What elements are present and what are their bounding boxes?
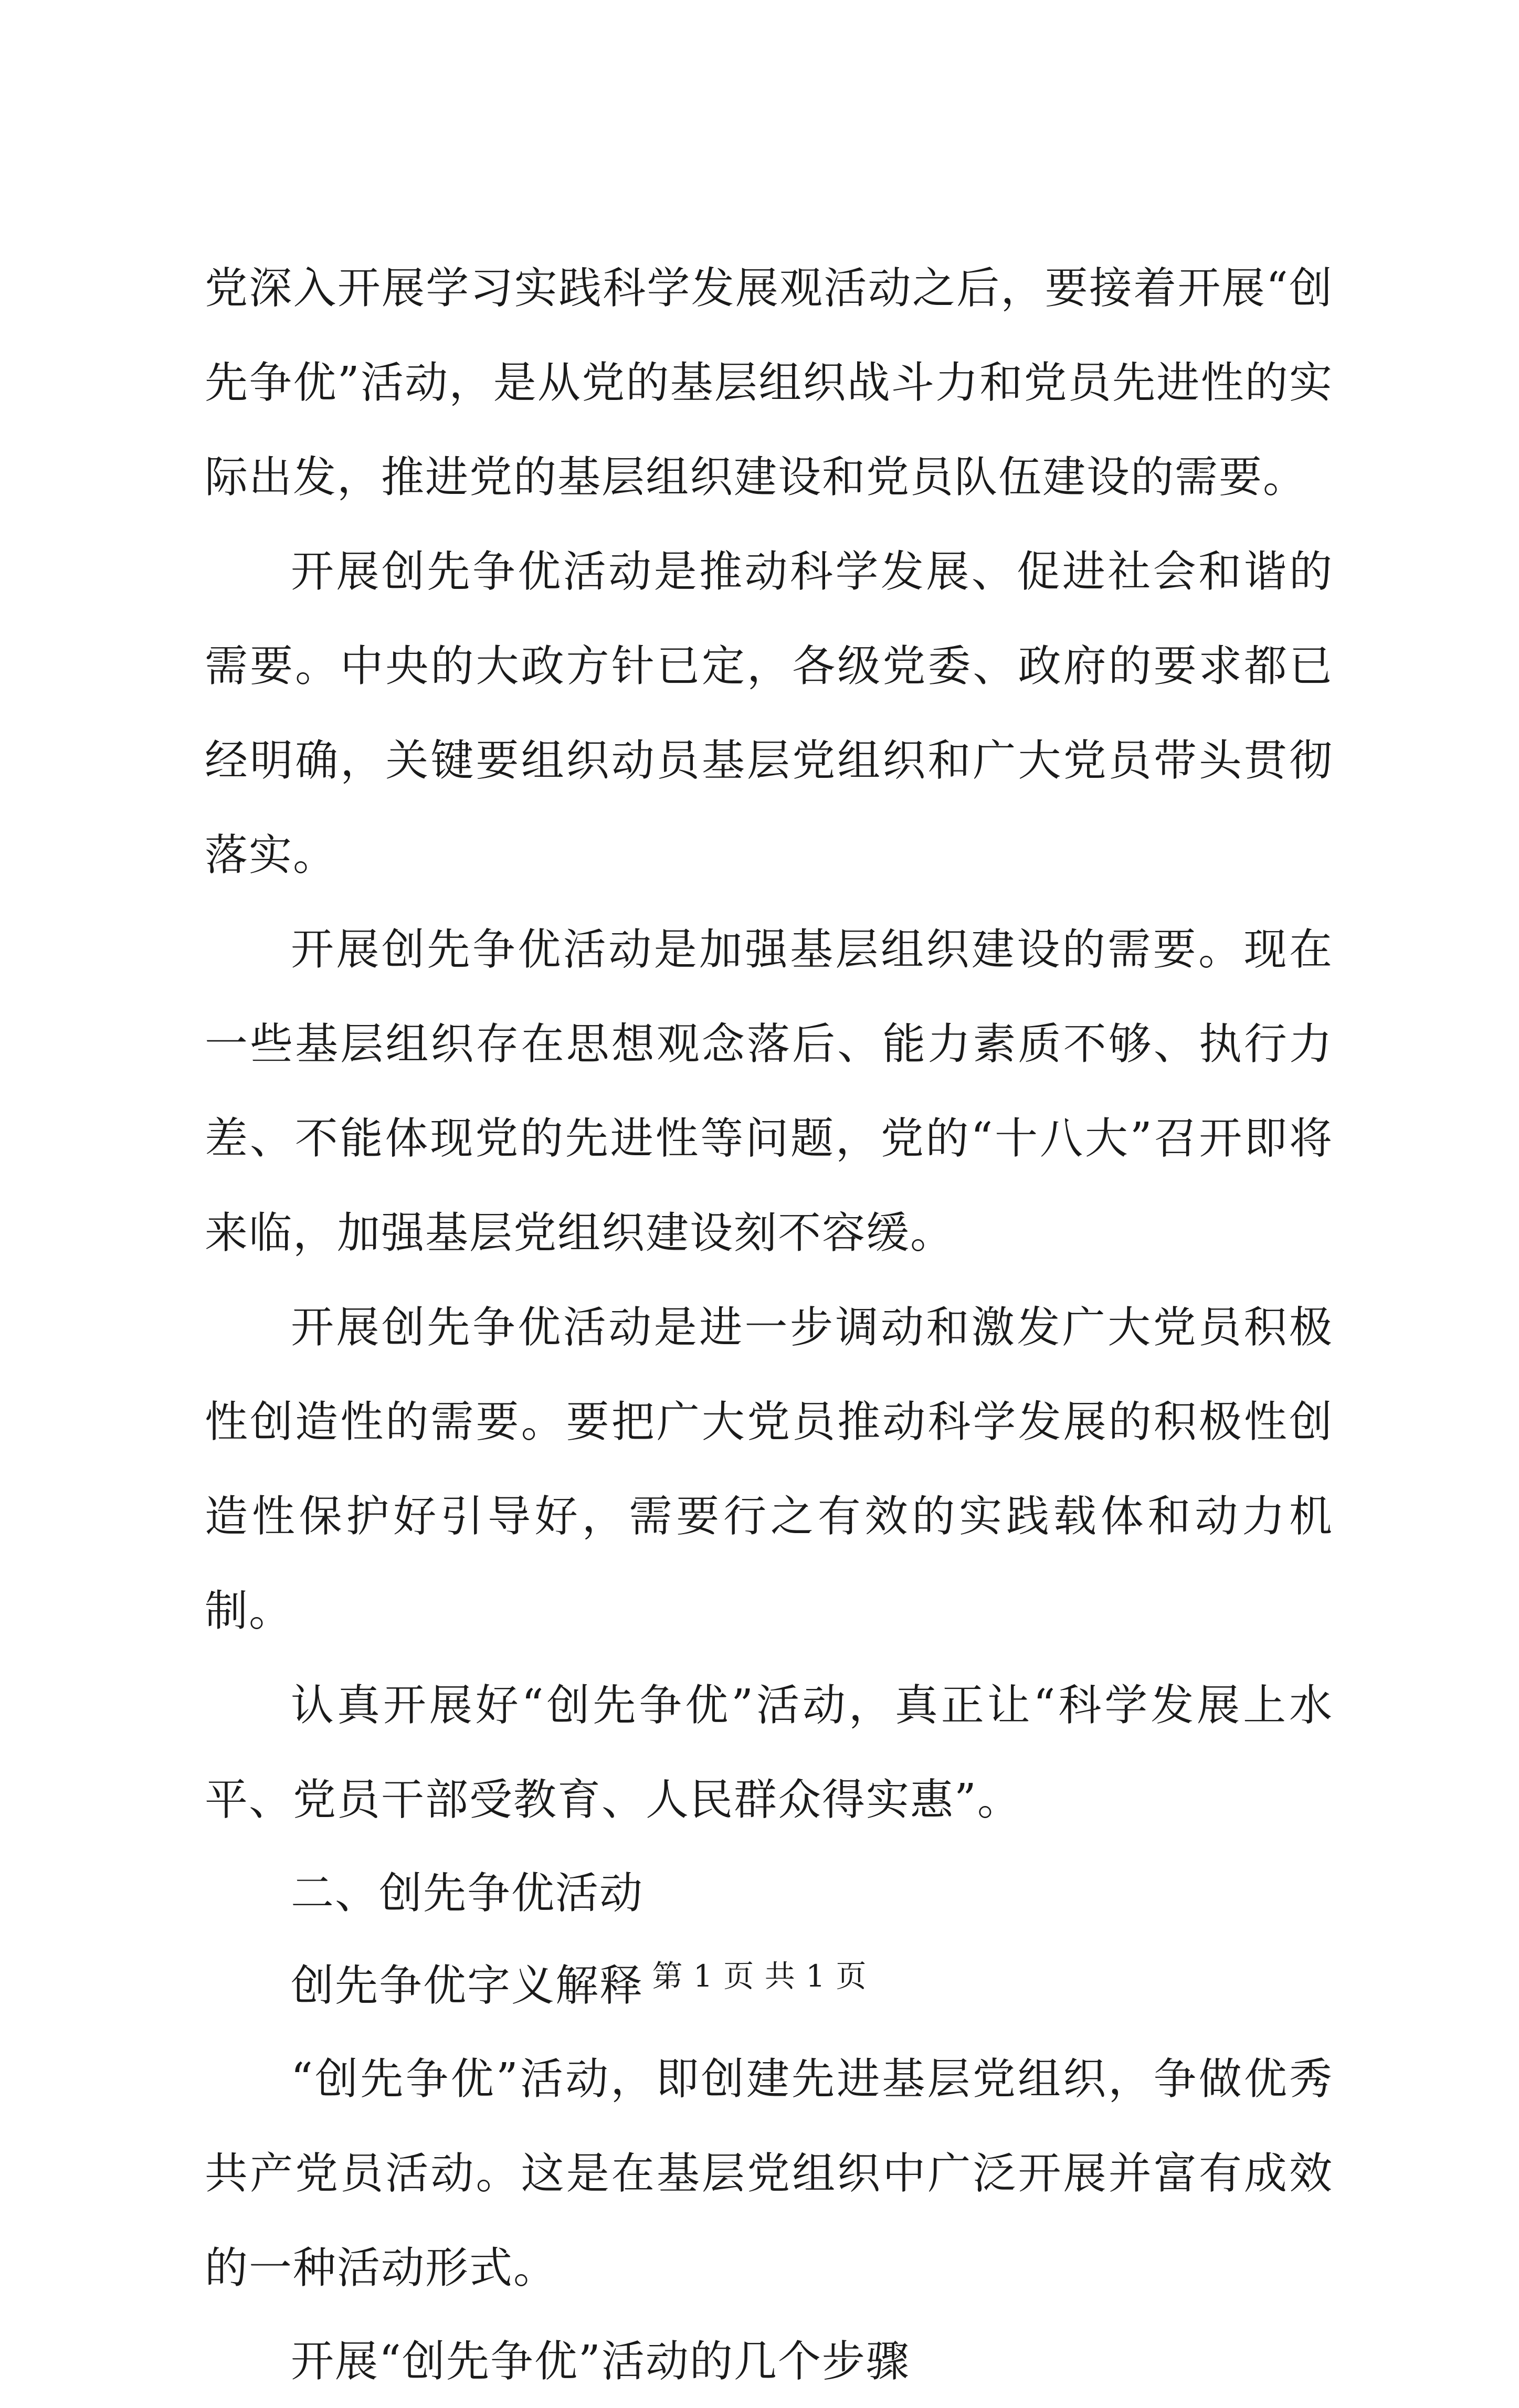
paragraph-continuation: 党深入开展学习实践科学发展观活动之后，要接着开展“创先争优”活动，是从党的基层组织战斗力和党员先进性的实际出发，推进党的基层组织建设和党员队伍建设的需要。 xyxy=(205,263,1333,502)
paragraph-member-enthusiasm: 开展创先争优活动是进一步调动和激发广大党员积极性创造性的需要。要把广大党员推动科学发展的积极性创造性保护好引导好，需要行之有效的实践载体和动力机制。 xyxy=(205,1303,1333,1636)
paragraph-definition: “创先争优”活动，即创建先进基层党组织，争做优秀共产党员活动。这是在基层党组织中广泛开展并富有成效的一种活动形式。 xyxy=(205,2054,1333,2293)
paragraph-carry-out-activity: 认真开展好“创先争优”活动，真正让“科学发展上水平、党员干部受教育、人民群众得实惠”。 xyxy=(205,1681,1333,1825)
paragraph-grassroots-organization: 开展创先争优活动是加强基层组织建设的需要。现在一些基层组织存在思想观念落后、能力素质不够、执行力差、不能体现党的先进性等问题，党的“十八大”召开即将来临，加强基层党组织建设刻不容缓。 xyxy=(205,925,1333,1258)
document-body xyxy=(205,241,1333,2408)
paragraph-science-development: 开展创先争优活动是推动科学发展、促进社会和谐的需要。中央的大政方针已定，各级党委、政府的要求都已经明确，关键要组织动员基层党组织和广大党员带头贯彻落实。 xyxy=(205,547,1333,880)
subheading-steps: 开展“创先争优”活动的几个步骤 xyxy=(291,2337,910,2386)
section-heading-activity: 二、创先争优活动 xyxy=(291,1868,644,1918)
page-footer: 第 1 页 共 1 页 xyxy=(652,1958,867,1994)
subheading-definition: 创先争优字义解释 xyxy=(291,1961,644,2011)
